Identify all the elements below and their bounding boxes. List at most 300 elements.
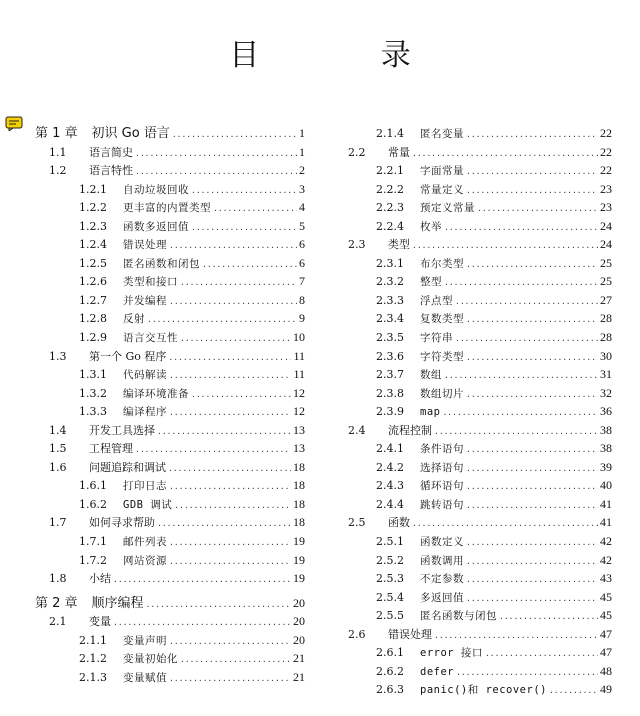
toc-entry-number: 1.2.3: [79, 219, 107, 233]
toc-entry-title: 数组切片: [420, 387, 464, 400]
toc-entry-number: 1.7.2: [79, 553, 107, 567]
toc-entry-title: 字符类型: [420, 350, 464, 363]
toc-entry-number: 2.1.1: [79, 633, 107, 647]
toc-entry-title: 变量声明: [123, 634, 167, 647]
dot-leader: [147, 311, 297, 330]
toc-entry-title: 语言特性: [89, 164, 133, 178]
toc-entry-number: 2.6: [348, 627, 366, 641]
toc-entry-page: 25: [600, 274, 612, 289]
dot-leader: [466, 126, 598, 145]
toc-section-entry[interactable]: [35, 161, 305, 180]
toc-entry-page: 9: [299, 311, 305, 326]
toc-entry-title: 编译程序: [123, 406, 167, 419]
toc-entry-page: 40: [600, 478, 612, 493]
dot-leader: [169, 293, 297, 312]
toc-entry-title: 顺序编程: [91, 595, 144, 611]
toc-entry-number: 2.2.4: [376, 219, 404, 233]
dot-leader: [157, 515, 291, 534]
toc-entry-number: 2.2.2: [376, 182, 404, 196]
dot-leader: [213, 200, 297, 219]
toc-section-entry[interactable]: [348, 625, 612, 644]
toc-entry-page: 31: [600, 367, 612, 382]
toc-entry-number: 2.1.2: [79, 652, 107, 666]
toc-entry-page: 28: [600, 311, 612, 326]
toc-entry-page: 41: [600, 496, 612, 511]
toc-subsection-entry[interactable]: [35, 532, 305, 551]
dot-leader: [113, 614, 291, 633]
toc-entry-page: 47: [600, 626, 612, 641]
dot-leader: [191, 386, 291, 405]
toc-entry-page: 18: [293, 478, 305, 493]
toc-subsection-entry[interactable]: [348, 365, 612, 384]
toc-entry-title: 选择语句: [420, 461, 464, 474]
dot-leader: [169, 478, 291, 497]
dot-leader: [477, 200, 598, 219]
toc-chapter-entry[interactable]: [35, 124, 305, 143]
toc-entry-number: 1.3.3: [79, 405, 107, 419]
toc-entry-page: 10: [293, 330, 305, 345]
toc-entry-title: error 接口: [420, 647, 483, 660]
dot-leader: [466, 441, 598, 460]
toc-entry-title: 变量赋值: [123, 671, 167, 684]
toc-entry-title: 流程控制: [388, 423, 432, 437]
toc-entry-page: 1: [299, 126, 305, 140]
toc-entry-number: 2.4.3: [376, 479, 404, 493]
dot-leader: [466, 534, 598, 553]
dot-leader: [485, 645, 598, 664]
toc-entry-title: map: [420, 406, 441, 419]
toc-entry-page: 18: [293, 496, 305, 511]
toc-entry-number: 2.3.6: [376, 349, 404, 363]
dot-leader: [169, 404, 291, 423]
toc-entry-title: 函数: [388, 516, 410, 530]
toc-right-column: [348, 124, 612, 699]
toc-subsection-entry[interactable]: [35, 384, 305, 403]
toc-entry-title: 变量: [89, 615, 111, 629]
toc-subsection-entry[interactable]: [348, 495, 612, 514]
toc-entry-title: 如何寻求帮助: [89, 516, 155, 530]
toc-entry-page: 19: [293, 571, 305, 586]
toc-subsection-entry[interactable]: [35, 291, 305, 310]
toc-entry-page: 19: [293, 534, 305, 549]
dot-leader: [180, 274, 297, 293]
toc-entry-title: 更丰富的内置类型: [123, 202, 211, 215]
dot-leader: [412, 515, 598, 534]
toc-entry-number: 2.6.2: [376, 664, 404, 678]
toc-subsection-entry[interactable]: [35, 328, 305, 347]
toc-subsection-entry[interactable]: [348, 291, 612, 310]
toc-entry-number: 2.1: [49, 615, 67, 629]
toc-entry-title: 函数多返回值: [123, 220, 189, 233]
toc-section-entry[interactable]: [348, 143, 612, 162]
toc-entry-page: 19: [293, 552, 305, 567]
dot-leader: [168, 349, 291, 368]
toc-entry-title: 布尔类型: [420, 257, 464, 270]
toc-entry-page: 22: [600, 126, 612, 140]
toc-section-entry[interactable]: [35, 569, 305, 588]
toc-subsection-entry[interactable]: [35, 551, 305, 570]
dot-leader: [169, 534, 291, 553]
toc-section-entry[interactable]: [348, 235, 612, 254]
toc-subsection-entry[interactable]: [348, 606, 612, 625]
toc-entry-page: 22: [600, 163, 612, 178]
toc-entry-page: 20: [293, 632, 305, 647]
toc-entry-number: 2.5.3: [376, 572, 404, 586]
dot-leader: [466, 497, 598, 516]
toc-subsection-entry[interactable]: [35, 365, 305, 384]
toc-subsection-entry[interactable]: [348, 662, 612, 681]
toc-entry-title: 编译环境准备: [123, 387, 189, 400]
toc-entry-title: 复数类型: [420, 313, 464, 326]
toc-subsection-entry[interactable]: [348, 347, 612, 366]
toc-entry-title: 问题追踪和调试: [89, 460, 166, 474]
toc-entry-page: 11: [293, 367, 305, 382]
dot-leader: [466, 311, 598, 330]
toc-entry-title: 工程管理: [89, 442, 133, 456]
toc-entry-number: 2.3: [348, 238, 366, 252]
toc-entry-number: 1.3.1: [79, 368, 107, 382]
toc-entry-title: 自动垃圾回收: [123, 183, 189, 196]
toc-entry-number: 1.3: [49, 349, 67, 363]
toc-entry-title: 字符串: [420, 332, 453, 345]
toc-entry-page: 1: [299, 144, 305, 159]
toc-entry-page: 41: [600, 515, 612, 530]
toc-section-entry[interactable]: [35, 143, 305, 162]
toc-entry-number: 2.6.3: [376, 683, 404, 697]
dot-leader: [466, 256, 598, 275]
dot-leader: [466, 460, 598, 479]
toc-subsection-entry[interactable]: [35, 309, 305, 328]
toc-entry-page: 43: [600, 571, 612, 586]
toc-subsection-entry[interactable]: [348, 254, 612, 273]
dot-leader: [442, 404, 598, 423]
toc-entry-number: 1.2.7: [79, 293, 107, 307]
toc-entry-page: 25: [600, 255, 612, 270]
toc-entry-page: 13: [293, 422, 305, 437]
dot-leader: [180, 651, 291, 670]
toc-entry-title: 语言交互性: [123, 332, 178, 345]
toc-entry-page: 13: [293, 441, 305, 456]
dot-leader: [202, 256, 297, 275]
toc-subsection-entry[interactable]: [348, 551, 612, 570]
dot-leader: [499, 608, 598, 627]
toc-entry-title: 开发工具选择: [89, 423, 155, 437]
toc-section-entry[interactable]: [35, 458, 305, 477]
toc-entry-title: 函数定义: [420, 536, 464, 549]
dot-leader: [444, 274, 598, 293]
toc-entry-number: 2.3.7: [376, 368, 404, 382]
toc-section-entry[interactable]: [35, 612, 305, 631]
toc-entry-title: 常量定义: [420, 183, 464, 196]
toc-entry-page: 11: [293, 348, 305, 363]
toc-left-column: [35, 124, 305, 686]
dot-leader: [169, 670, 291, 689]
toc-entry-title: 匿名函数和闭包: [123, 257, 200, 270]
toc-entry-number: 2.1.4: [376, 127, 404, 140]
toc-entry-title: 浮点型: [420, 294, 453, 307]
toc-entry-title: 变量初始化: [123, 653, 178, 666]
toc-entry-page: 42: [600, 534, 612, 549]
toc-entry-title: panic()和 recover(): [420, 684, 547, 697]
toc-subsection-entry[interactable]: [348, 272, 612, 291]
toc-entry-number: 2.4: [348, 423, 366, 437]
dot-leader: [169, 633, 291, 652]
toc-entry-page: 6: [299, 237, 305, 252]
dot-leader: [466, 349, 598, 368]
toc-entry-number: 第 2 章: [35, 595, 78, 611]
toc-entry-title: 错误处理: [388, 627, 432, 641]
toc-subsection-entry[interactable]: [348, 198, 612, 217]
toc-subsection-entry[interactable]: [35, 649, 305, 668]
toc-entry-number: 2.5.2: [376, 553, 404, 567]
dot-leader: [169, 367, 291, 386]
toc-entry-number: 1.2.1: [79, 182, 107, 196]
toc-entry-number: 1.7: [49, 516, 67, 530]
dot-leader: [466, 386, 598, 405]
dot-leader: [168, 460, 291, 479]
dot-leader: [169, 553, 291, 572]
toc-entry-number: 2.3.1: [376, 256, 404, 270]
dot-leader: [113, 571, 291, 590]
toc-entry-number: 2.3.8: [376, 386, 404, 400]
toc-subsection-entry[interactable]: [348, 680, 612, 699]
toc-subsection-entry[interactable]: [348, 439, 612, 458]
toc-entry-title: 初识 Go 语言: [91, 126, 170, 141]
dot-leader: [434, 627, 598, 646]
toc-entry-number: 2.3.9: [376, 405, 404, 419]
toc-entry-number: 2.2.1: [376, 164, 404, 178]
toc-entry-title: 网站资源: [123, 554, 167, 567]
page-title: 目 录: [229, 38, 467, 73]
toc-entry-title: 代码解读: [123, 369, 167, 382]
toc-entry-title: 字面常量: [420, 165, 464, 178]
toc-section-entry[interactable]: [348, 421, 612, 440]
toc-entry-title: 函数调用: [420, 554, 464, 567]
toc-entry-page: 30: [600, 348, 612, 363]
toc-entry-number: 1.5: [49, 442, 67, 456]
toc-entry-page: 2: [299, 163, 305, 178]
toc-entry-page: 36: [600, 404, 612, 419]
toc-entry-page: 5: [299, 218, 305, 233]
dot-leader: [157, 423, 291, 442]
toc-entry-number: 2.1.3: [79, 670, 107, 684]
toc-entry-title: 邮件列表: [123, 536, 167, 549]
toc-subsection-entry[interactable]: [35, 668, 305, 687]
dot-leader: [135, 441, 291, 460]
toc-entry-page: 18: [293, 459, 305, 474]
toc-subsection-entry[interactable]: [348, 588, 612, 607]
toc-entry-number: 第 1 章: [35, 126, 78, 141]
toc-subsection-entry[interactable]: [35, 235, 305, 254]
toc-entry-title: 多返回值: [420, 591, 464, 604]
toc-entry-title: 类型和接口: [123, 276, 178, 289]
toc-entry-page: 18: [293, 515, 305, 530]
toc-entry-title: GDB 调试: [123, 498, 173, 511]
toc-entry-number: 2.3.4: [376, 312, 404, 326]
toc-subsection-entry[interactable]: [348, 328, 612, 347]
toc-entry-page: 22: [600, 144, 612, 159]
dot-leader: [456, 664, 598, 683]
toc-subsection-entry[interactable]: [35, 631, 305, 650]
dot-leader: [412, 145, 598, 164]
toc-entry-page: 38: [600, 422, 612, 437]
toc-subsection-entry[interactable]: [348, 643, 612, 662]
toc-entry-title: 整型: [420, 276, 442, 289]
toc-entry-number: 1.6: [49, 460, 67, 474]
dot-leader: [466, 163, 598, 182]
toc-entry-page: 28: [600, 330, 612, 345]
toc-entry-page: 21: [293, 669, 305, 684]
dot-leader: [444, 367, 598, 386]
dot-leader: [466, 182, 598, 201]
toc-entry-number: 1.2.5: [79, 256, 107, 270]
toc-entry-number: 1.2.2: [79, 201, 107, 215]
toc-subsection-entry[interactable]: [35, 198, 305, 217]
toc-entry-title: 枚举: [420, 220, 442, 233]
toc-entry-title: 常量: [388, 145, 410, 159]
toc-entry-page: 4: [299, 200, 305, 215]
toc-entry-page: 20: [293, 614, 305, 629]
toc-entry-page: 21: [293, 651, 305, 666]
dot-leader: [455, 293, 598, 312]
dot-leader: [466, 553, 598, 572]
dot-leader: [172, 126, 297, 145]
toc-entry-number: 2.4.2: [376, 460, 404, 474]
toc-entry-number: 2.5.4: [376, 590, 404, 604]
dot-leader: [444, 219, 598, 238]
toc-entry-number: 1.7.1: [79, 535, 107, 549]
dot-leader: [412, 237, 598, 256]
toc-subsection-entry[interactable]: [348, 532, 612, 551]
toc-entry-number: 1.2.6: [79, 275, 107, 289]
toc-entry-number: 2.3.3: [376, 293, 404, 307]
toc-entry-number: 1.6.2: [79, 497, 107, 511]
toc-entry-number: 1.4: [49, 423, 67, 437]
toc-entry-page: 49: [600, 682, 612, 697]
toc-entry-page: 12: [293, 404, 305, 419]
toc-entry-number: 2.5.5: [376, 609, 404, 623]
dot-leader: [191, 219, 297, 238]
toc-entry-title: 语言简史: [89, 145, 133, 159]
dot-leader: [146, 596, 291, 615]
toc-subsection-entry[interactable]: [348, 124, 612, 143]
toc-subsection-entry[interactable]: [348, 161, 612, 180]
toc-subsection-entry[interactable]: [348, 384, 612, 403]
toc-entry-title: 匿名函数与闭包: [420, 610, 497, 623]
toc-entry-page: 42: [600, 552, 612, 567]
toc-subsection-entry[interactable]: [348, 476, 612, 495]
toc-entry-page: 38: [600, 441, 612, 456]
toc-entry-number: 2.5: [348, 516, 366, 530]
toc-entry-page: 12: [293, 385, 305, 400]
toc-subsection-entry[interactable]: [35, 180, 305, 199]
toc-entry-title: 循环语句: [420, 480, 464, 493]
toc-entry-page: 24: [600, 237, 612, 252]
toc-subsection-entry[interactable]: [35, 476, 305, 495]
toc-entry-page: 23: [600, 181, 612, 196]
toc-entry-page: 32: [600, 385, 612, 400]
toc-subsection-entry[interactable]: [35, 495, 305, 514]
toc-entry-title: 条件语句: [420, 443, 464, 456]
dot-leader: [455, 330, 598, 349]
toc-entry-number: 2.2: [348, 145, 366, 159]
toc-entry-page: 3: [299, 181, 305, 196]
toc-subsection-entry[interactable]: [35, 272, 305, 291]
toc-entry-page: 23: [600, 200, 612, 215]
toc-subsection-entry[interactable]: [35, 402, 305, 421]
toc-subsection-entry[interactable]: [348, 309, 612, 328]
toc-section-entry[interactable]: [35, 513, 305, 532]
toc-entry-number: 2.3.5: [376, 331, 404, 345]
toc-entry-number: 1.1: [49, 145, 67, 159]
toc-entry-page: 6: [299, 255, 305, 270]
toc-entry-number: 1.2.4: [79, 238, 107, 252]
dot-leader: [466, 571, 598, 590]
dot-leader: [549, 682, 598, 701]
dot-leader: [191, 182, 297, 201]
toc-chapter-entry[interactable]: [35, 594, 305, 613]
toc-entry-number: 2.3.2: [376, 275, 404, 289]
toc-entry-number: 1.6.1: [79, 479, 107, 493]
toc-entry-title: 不定参数: [420, 573, 464, 586]
toc-entry-title: defer: [420, 665, 455, 678]
dot-leader: [434, 423, 598, 442]
toc-entry-title: 错误处理: [123, 239, 167, 252]
toc-entry-title: 打印日志: [123, 480, 167, 493]
dot-leader: [174, 497, 291, 516]
toc-entry-title: 类型: [388, 238, 410, 252]
toc-entry-page: 39: [600, 459, 612, 474]
toc-entry-number: 2.4.1: [376, 442, 404, 456]
toc-entry-page: 45: [600, 608, 612, 623]
toc-entry-page: 24: [600, 218, 612, 233]
toc-subsection-entry[interactable]: [348, 402, 612, 421]
toc-entry-title: 匿名变量: [420, 128, 464, 140]
note-icon[interactable]: [5, 116, 23, 131]
toc-section-entry[interactable]: [35, 347, 305, 366]
toc-subsection-entry[interactable]: [35, 217, 305, 236]
toc-subsection-entry[interactable]: [35, 254, 305, 273]
toc-entry-page: 47: [600, 645, 612, 660]
toc-entry-number: 1.3.2: [79, 386, 107, 400]
toc-subsection-entry[interactable]: [348, 569, 612, 588]
toc-entry-title: 反射: [123, 313, 145, 326]
toc-section-entry[interactable]: [35, 439, 305, 458]
toc-entry-number: 2.4.4: [376, 497, 404, 511]
toc-entry-page: 8: [299, 292, 305, 307]
toc-entry-title: 并发编程: [123, 294, 167, 307]
toc-subsection-entry[interactable]: [348, 217, 612, 236]
toc-entry-page: 7: [299, 274, 305, 289]
toc-entry-page: 20: [293, 595, 305, 610]
dot-leader: [135, 163, 297, 182]
toc-subsection-entry[interactable]: [348, 180, 612, 199]
dot-leader: [466, 590, 598, 609]
toc-entry-title: 数组: [420, 369, 442, 382]
toc-entry-title: 预定义常量: [420, 202, 475, 215]
toc-entry-number: 2.6.1: [376, 646, 404, 660]
toc-entry-title: 跳转语句: [420, 498, 464, 511]
toc-entry-title: 第一个 Go 程序: [89, 349, 167, 363]
toc-entry-title: 小结: [89, 572, 111, 586]
toc-section-entry[interactable]: [348, 513, 612, 532]
toc-entry-number: 1.2.9: [79, 331, 107, 345]
toc-entry-number: 2.5.1: [376, 535, 404, 549]
toc-entry-number: 1.2.8: [79, 312, 107, 326]
toc-subsection-entry[interactable]: [348, 458, 612, 477]
toc-section-entry[interactable]: [35, 421, 305, 440]
dot-leader: [169, 237, 297, 256]
